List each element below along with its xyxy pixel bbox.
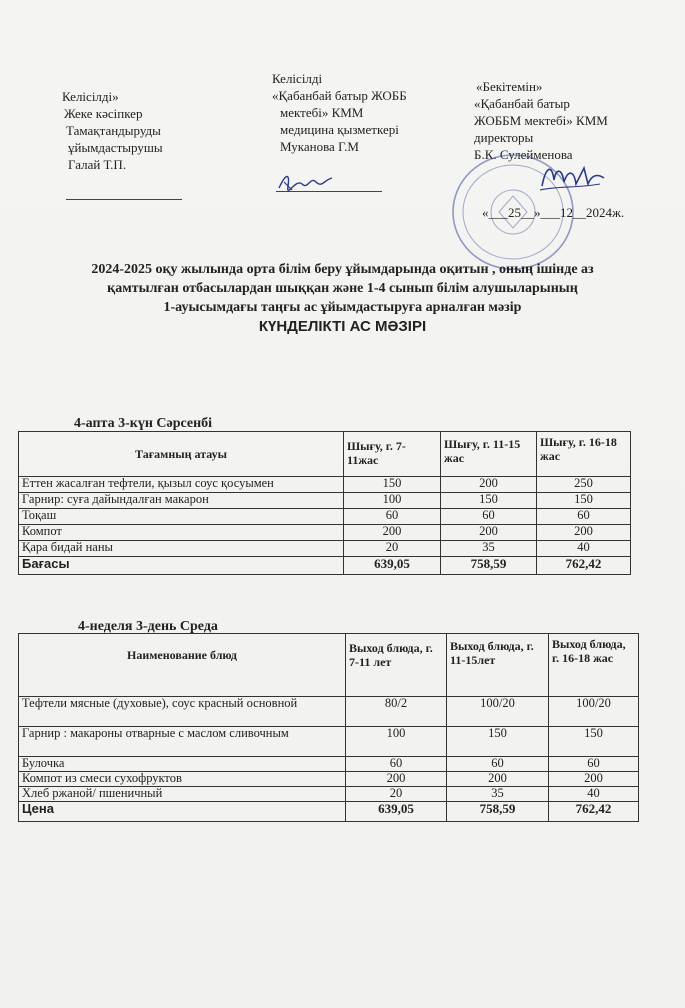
table-cell: Булочка [19,757,346,772]
approval-date: «___25__»___12__2024ж. [482,205,625,220]
title-line: қамтылған отбасылардан шыққан және 1-4 сынып білім алушыларының [107,281,578,296]
table-cell: 200 [447,772,549,787]
approval-left-line: ұйымдастырушы [68,140,163,155]
table-cell: 40 [549,787,639,802]
table-cell: 150 [537,493,631,509]
table-cell: 60 [447,757,549,772]
price-label: Бағасы [19,557,344,575]
approval-middle-line: Муканова Г.М [280,139,359,154]
table-cell: 200 [441,477,537,493]
table-cell: Қара бидай наны [19,541,344,557]
table-cell: 200 [537,525,631,541]
table-cell: 60 [549,757,639,772]
table-cell: 20 [346,787,447,802]
week-label-ru: 4-неделя 3-день Среда [78,619,218,634]
approval-right-line: ЖОББМ мектебі» КММ [474,113,608,128]
approval-left-line: Тамақтандыруды [66,123,161,138]
approval-middle [272,70,407,155]
approval-middle-line: «Қабанбай батыр ЖОББ [272,88,407,103]
table-cell: 150 [447,727,549,757]
table-cell: Гарнир : макароны отварные с маслом сливочным [19,727,346,757]
table-cell: 150 [344,477,441,493]
approval-middle-line: Келісілді [272,71,323,86]
table-cell: 200 [344,525,441,541]
table-cell: Гарнир: суға дайындалған макарон [19,493,344,509]
table-cell: 35 [447,787,549,802]
document-title [0,260,685,336]
price-label: Цена [19,802,346,822]
signature-right [538,160,610,194]
table-cell: 100/20 [549,697,639,727]
table-cell: 80/2 [346,697,447,727]
table-cell: Компот из смеси сухофруктов [19,772,346,787]
price-value: 758,59 [441,557,537,575]
approval-middle-line: мектебі» КММ [280,105,364,120]
menu-table-kz [18,431,631,575]
menu-table-ru [18,633,639,822]
approval-right-line: директоры [474,130,534,145]
title-main: КҮНДЕЛІКТІ АС МӘЗІРІ [258,318,427,335]
table-cell: 100 [344,493,441,509]
table-header: Наименование блюд [19,634,346,697]
price-value: 758,59 [447,802,549,822]
approval-right-line: Б.К. Сулейменова [474,147,573,162]
table-cell: 200 [346,772,447,787]
title-line: 2024-2025 оқу жылында орта білім беру ұйымдарында оқитын , оның ішінде аз [91,262,594,277]
table-header: Тағамның атауы [19,432,344,477]
table-header: Шығу, г. 11-15 жас [441,432,537,477]
week-label-kz: 4-апта 3-күн Сәрсенбі [74,416,213,431]
table-cell: Тефтели мясные (духовые), соус красный основной [19,697,346,727]
table-cell: Хлеб ржаной/ пшеничный [19,787,346,802]
price-value: 762,42 [537,557,631,575]
table-cell: 35 [441,541,537,557]
price-value: 639,05 [344,557,441,575]
title-line: 1-ауысымдағы таңғы ас ұйымдастыруға арналған мәзір [163,300,522,315]
approval-left-line: Келісілді» [62,89,119,104]
table-cell: 60 [344,509,441,525]
table-header: Шығу, г. 7-11жас [344,432,441,477]
table-cell: 200 [549,772,639,787]
table-cell: 40 [537,541,631,557]
table-cell: 100/20 [447,697,549,727]
table-header: Выход блюда, г. 11-15лет [447,634,549,697]
table-header: Выход блюда, г. 16-18 жас [549,634,639,697]
table-header: Выход блюда, г. 7-11 лет [346,634,447,697]
table-cell: 250 [537,477,631,493]
signature-line-left [66,199,182,200]
table-cell: 150 [441,493,537,509]
table-cell: 20 [344,541,441,557]
approval-right-line: «Бекітемін» [476,79,543,94]
approval-left-line: Жеке кәсіпкер [64,106,143,121]
table-header: Шығу, г. 16-18 жас [537,432,631,477]
price-value: 639,05 [346,802,447,822]
table-cell: Компот [19,525,344,541]
table-cell: 60 [346,757,447,772]
table-cell: Тоқаш [19,509,344,525]
approval-middle-line: медицина қызметкері [280,122,399,137]
approval-left-line: Галай Т.П. [68,157,127,172]
price-value: 762,42 [549,802,639,822]
approval-left [62,88,163,173]
approval-right-line: «Қабанбай батыр [474,96,570,111]
table-cell: 150 [549,727,639,757]
table-cell: Еттен жасалған тефтели, қызыл соус қосуымен [19,477,344,493]
signature-middle [276,168,336,198]
table-cell: 60 [537,509,631,525]
table-cell: 60 [441,509,537,525]
table-cell: 200 [441,525,537,541]
table-cell: 100 [346,727,447,757]
